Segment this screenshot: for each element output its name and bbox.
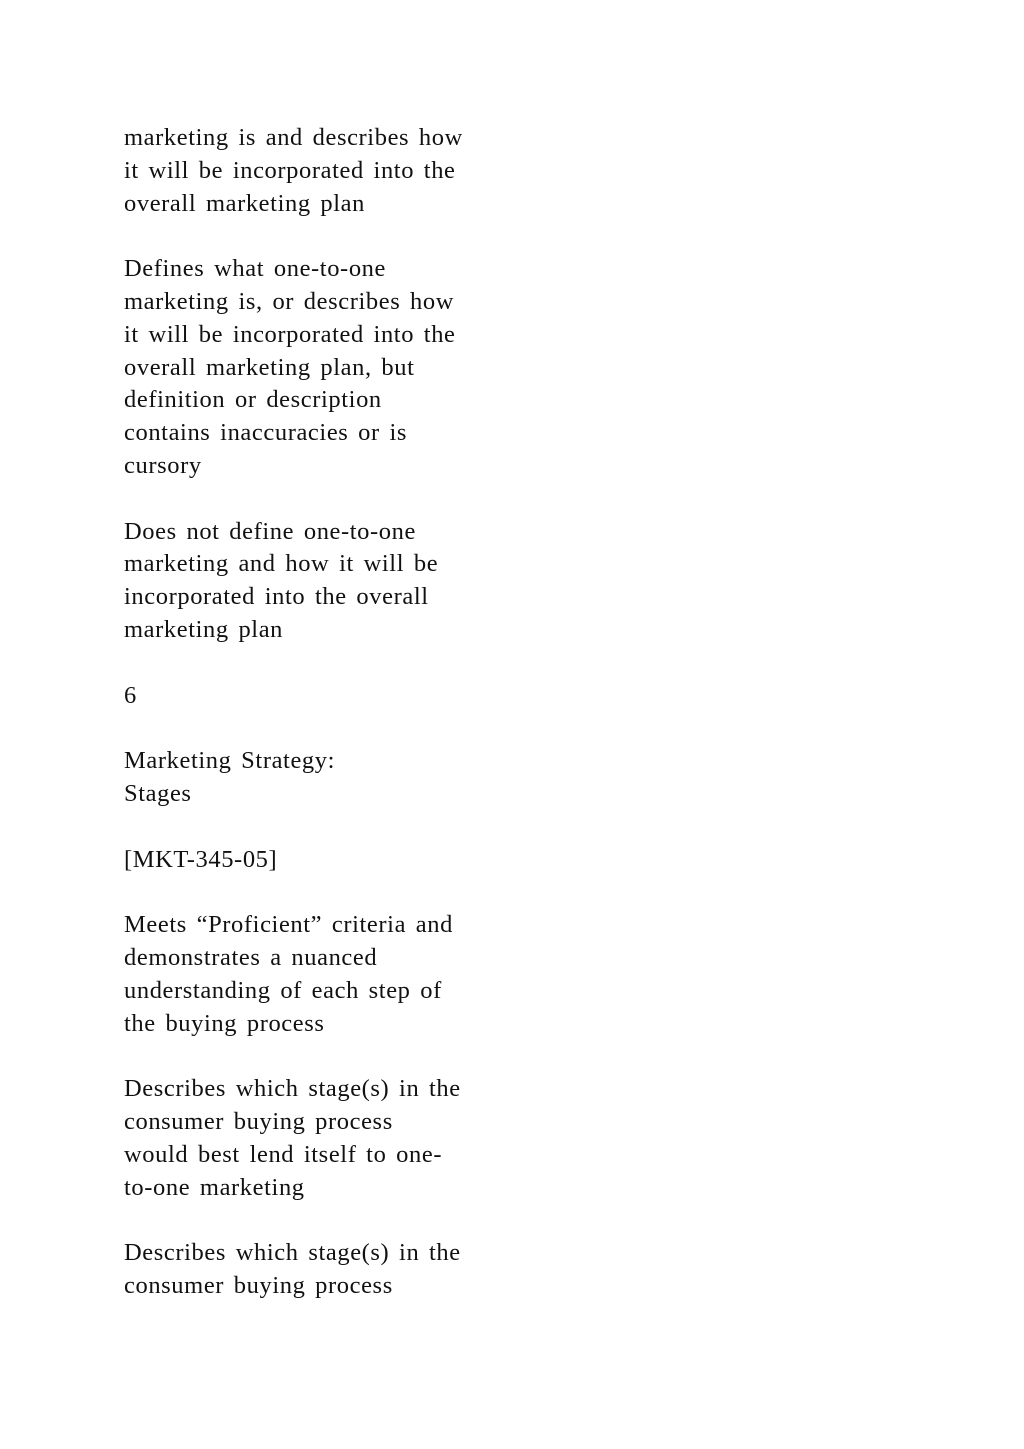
text-line: to-one marketing: [124, 1173, 305, 1201]
text-line: overall marketing plan: [124, 189, 365, 217]
text-line: Stages: [124, 779, 192, 807]
points-value: [124, 680, 544, 713]
not-evident-criterion: [124, 516, 544, 647]
needs-improvement-criterion: [124, 253, 544, 483]
text-line: marketing is, or describes how: [124, 287, 455, 315]
text-line: cursory: [124, 451, 202, 479]
criterion-title: [124, 745, 544, 811]
text-line: it will be incorporated into the: [124, 320, 456, 348]
text-line: Marketing Strategy:: [124, 747, 336, 775]
text-line: marketing plan: [124, 615, 284, 643]
text-line: demonstrates a nuanced: [124, 943, 378, 971]
text-line: Describes which stage(s) in the: [124, 1075, 461, 1103]
text-line: overall marketing plan, but: [124, 353, 415, 381]
text-line: the buying process: [124, 1009, 325, 1037]
text-line: Defines what one-to-one: [124, 255, 386, 283]
text-line: Does not define one-to-one: [124, 517, 416, 545]
text-line: definition or description: [124, 386, 382, 414]
text-line: [MKT-345-05]: [124, 845, 278, 873]
text-line: Describes which stage(s) in the: [124, 1239, 461, 1267]
text-line: contains inaccuracies or is: [124, 419, 408, 447]
text-line: it will be incorporated into the: [124, 156, 456, 184]
text-line: would best lend itself to one-: [124, 1140, 443, 1168]
exemplary-criterion-continuation: [124, 122, 544, 220]
proficient-criterion: [124, 1073, 544, 1204]
text-line: incorporated into the overall: [124, 583, 429, 611]
text-line: Meets “Proficient” criteria and: [124, 911, 453, 939]
criterion-code: [124, 844, 544, 877]
text-line: marketing and how it will be: [124, 550, 439, 578]
text-line: marketing is and describes how: [124, 124, 463, 151]
text-line: understanding of each step of: [124, 976, 442, 1004]
text-line: 6: [124, 681, 137, 709]
needs-improvement-criterion-partial: [124, 1237, 544, 1303]
text-line: consumer buying process: [124, 1107, 393, 1135]
document-page: [124, 122, 544, 1335]
text-line: consumer buying process: [124, 1271, 393, 1299]
exemplary-criterion: [124, 909, 544, 1040]
